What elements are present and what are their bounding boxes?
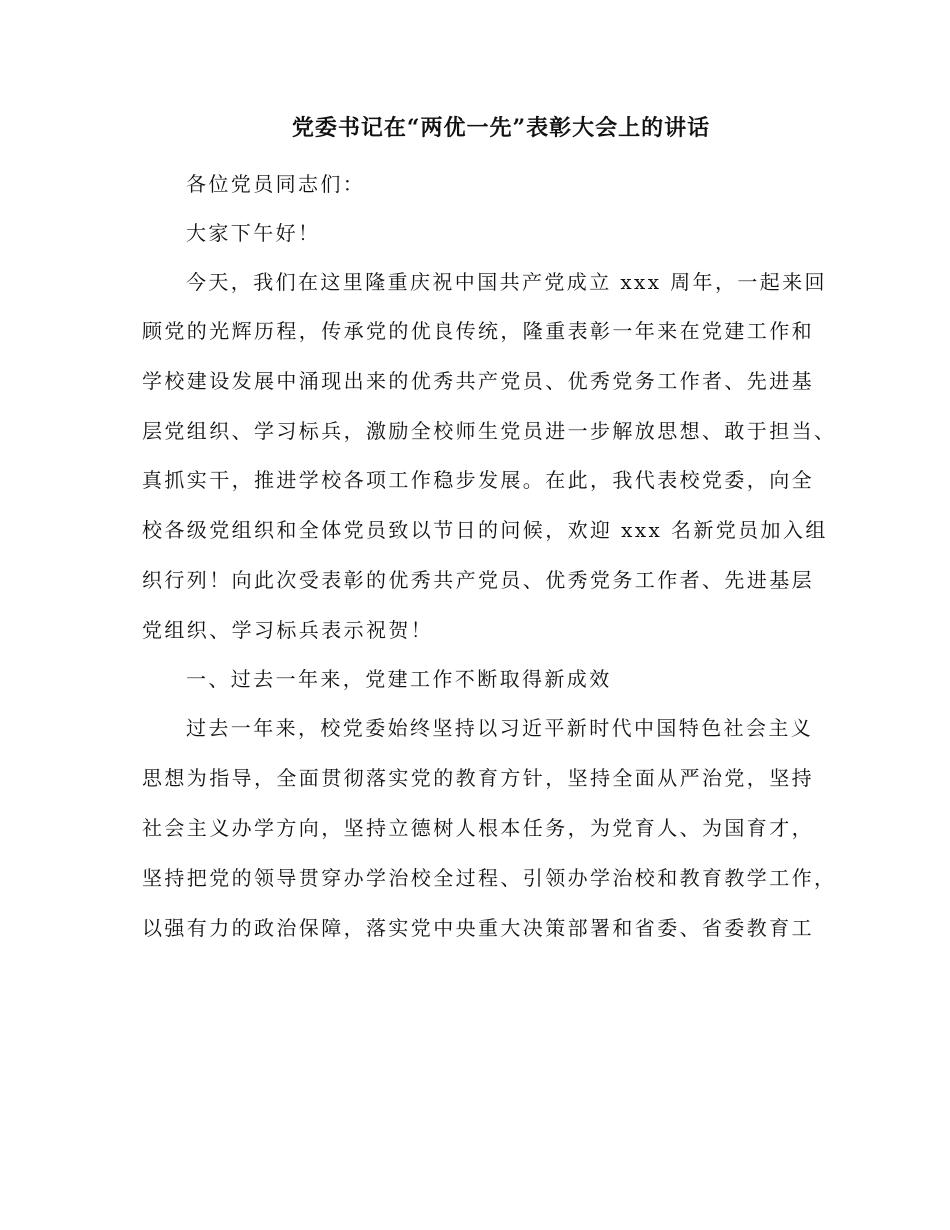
section-heading: 一、过去一年来，党建工作不断取得新成效 xyxy=(186,667,612,691)
paragraph-line: 过去一年来，校党委始终坚持以习近平新时代中国特色社会主义 xyxy=(186,716,814,740)
greeting-line: 大家下午好！ xyxy=(186,221,321,245)
paragraph-line: 党组织、学习标兵表示祝贺！ xyxy=(142,618,434,642)
paragraph-line: 社会主义办学方向，坚持立德树人根本任务，为党育人、为国育才， xyxy=(142,816,814,840)
paragraph-line: 真抓实干，推进学校各项工作稳步发展。在此，我代表校党委，向全 xyxy=(142,468,814,492)
paragraph-line: 思想为指导，全面贯彻落实党的教育方针，坚持全面从严治党，坚持 xyxy=(142,766,814,790)
paragraph-line: 织行列！向此次受表彰的优秀共产党员、优秀党务工作者、先进基层 xyxy=(142,568,814,592)
paragraph-line: 以强有力的政治保障，落实党中央重大决策部署和省委、省委教育工 xyxy=(142,916,814,940)
paragraph-line: 校各级党组织和全体党员致以节日的问候，欢迎 xxx 名新党员加入组 xyxy=(142,518,828,542)
paragraph-line: 学校建设发展中涌现出来的优秀共产党员、优秀党务工作者、先进基 xyxy=(142,369,814,393)
paragraph-line: 顾党的光辉历程，传承党的优良传统，隆重表彰一年来在党建工作和 xyxy=(142,319,814,343)
paragraph-line: 层党组织、学习标兵，激励全校师生党员进一步解放思想、敢于担当、 xyxy=(142,419,837,443)
paragraph-line: 坚持把党的领导贯穿办学治校全过程、引领办学治校和教育教学工作， xyxy=(142,866,837,890)
salutation-line: 各位党员同志们： xyxy=(186,172,366,196)
document-title: 党委书记在“两优一先”表彰大会上的讲话 xyxy=(291,115,711,141)
paragraph-line: 今天，我们在这里隆重庆祝中国共产党成立 xxx 周年，一起来回 xyxy=(186,270,827,294)
